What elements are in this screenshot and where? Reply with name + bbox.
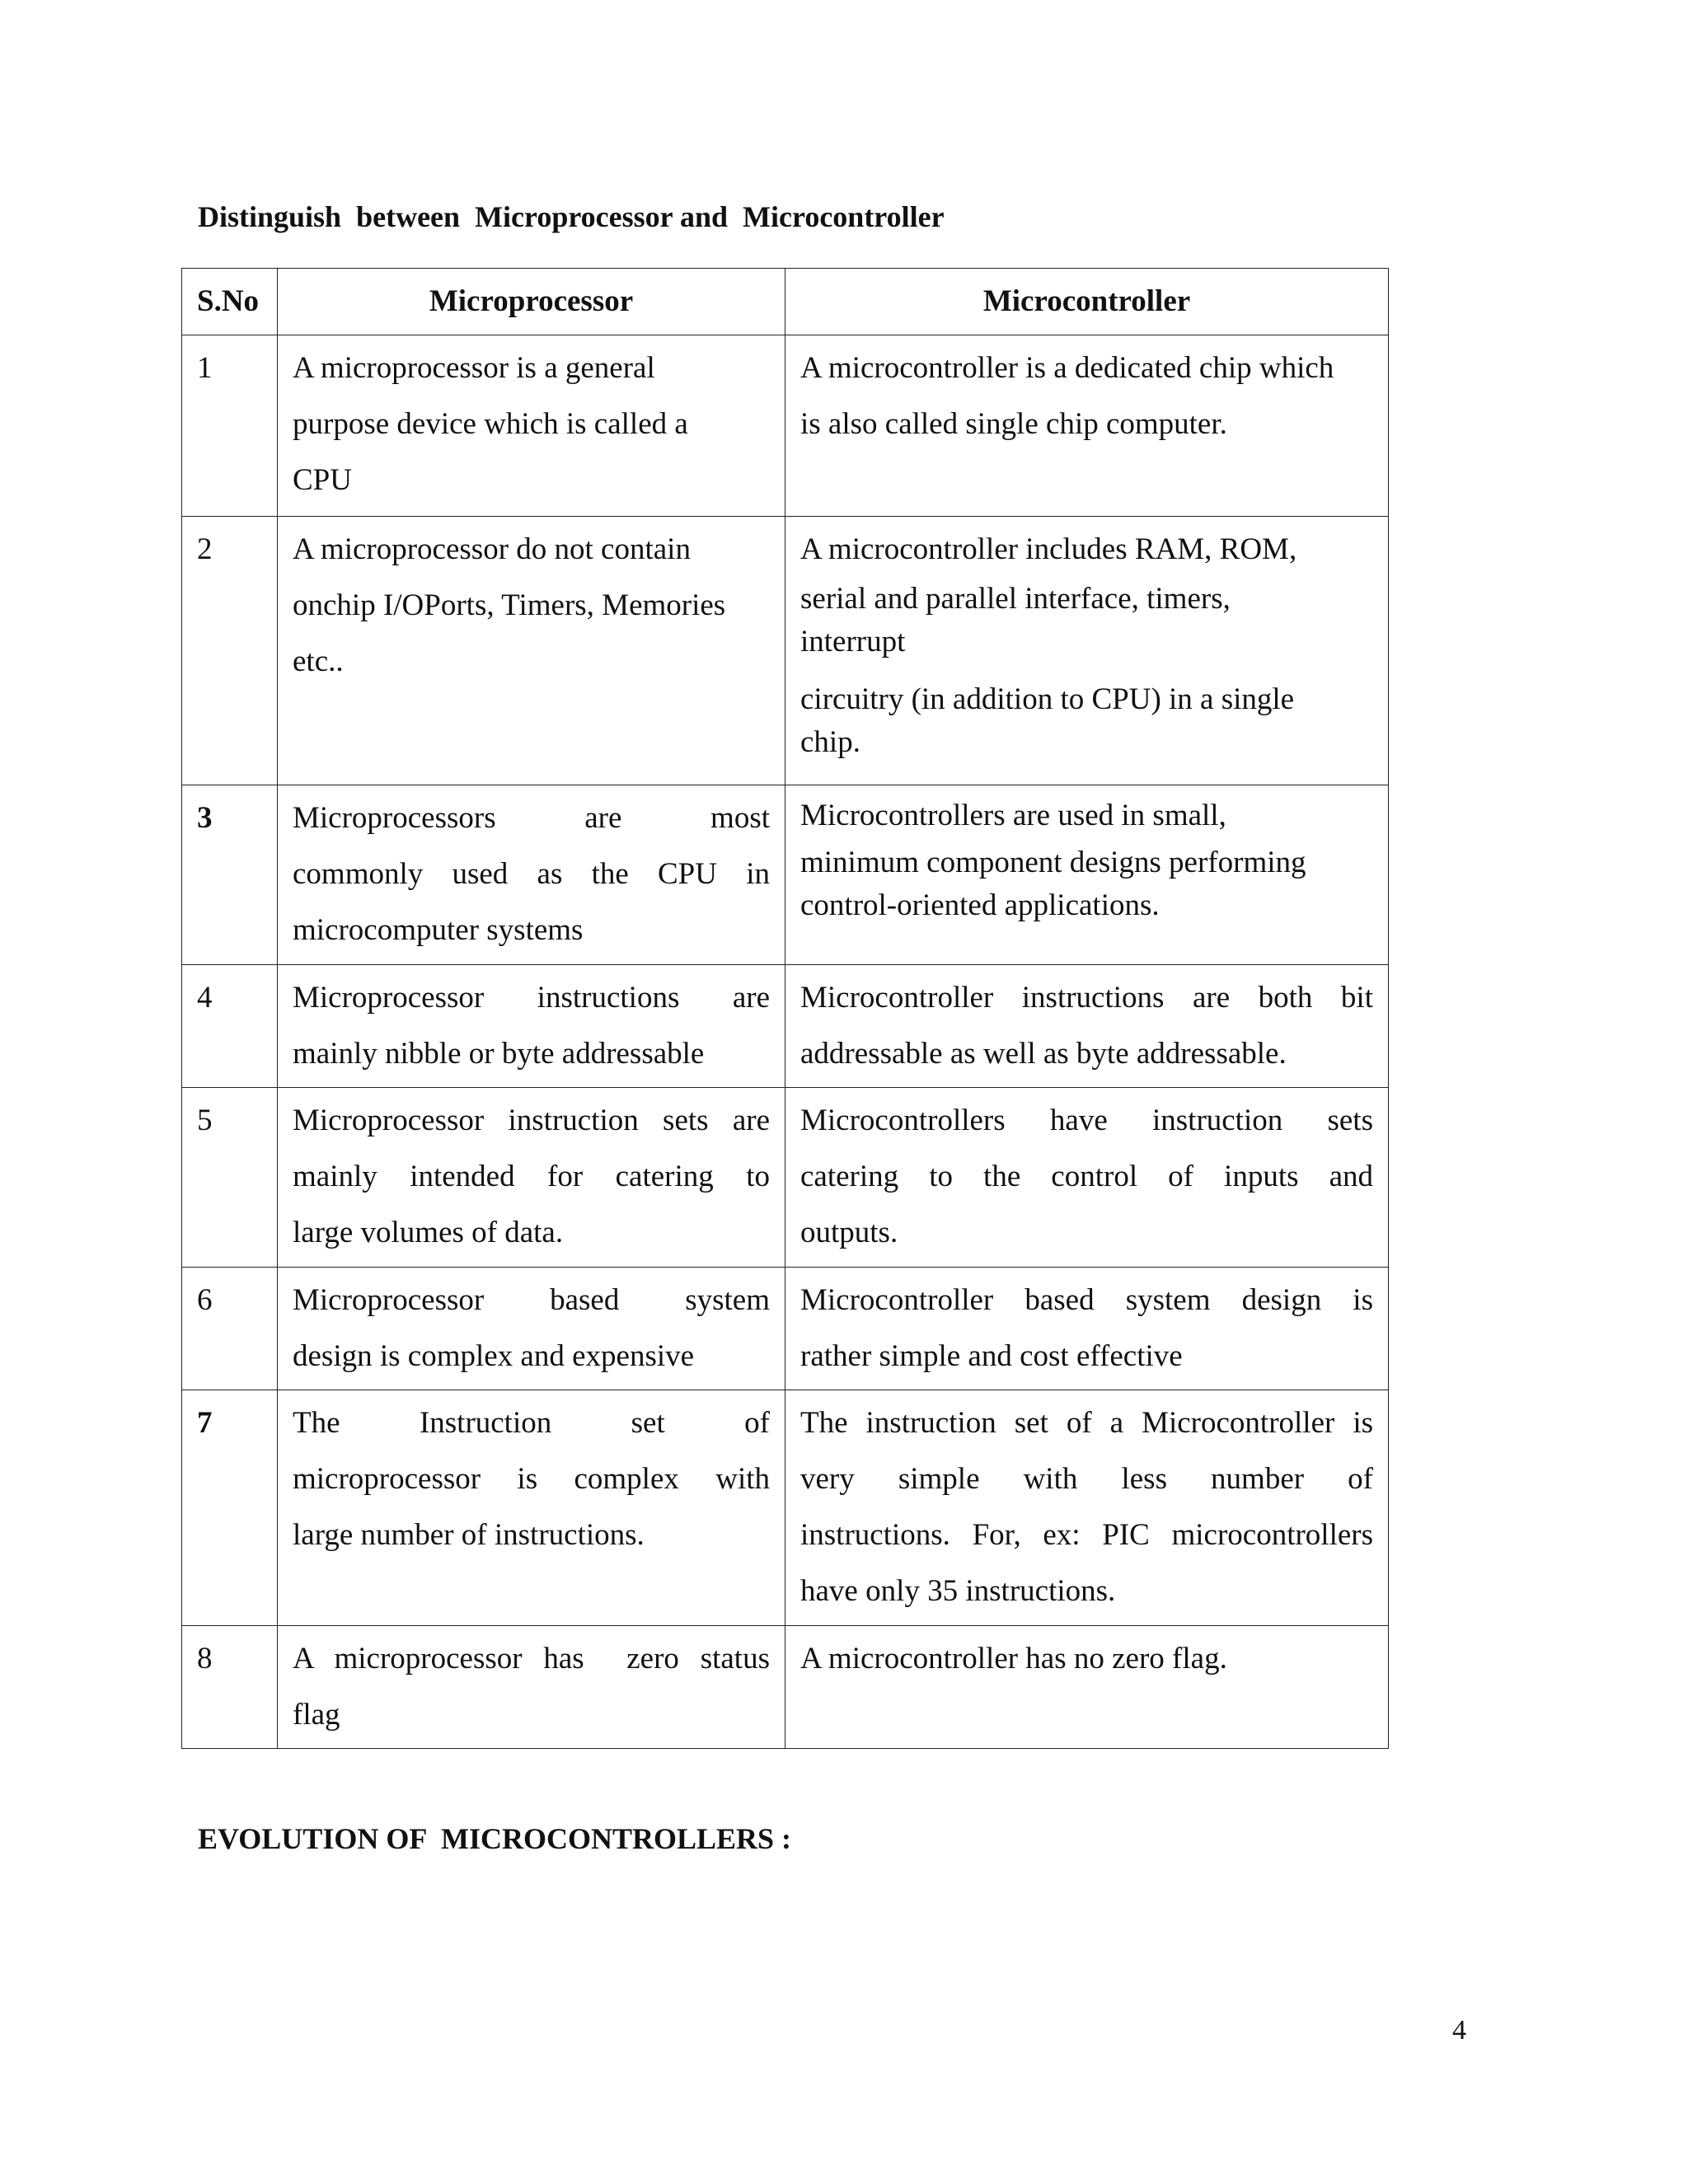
cell-line: Microcontrollers are used in small, (800, 799, 1226, 832)
cell-line: purpose device which is called a (293, 407, 688, 441)
cell-line: onchip I/OPorts, Timers, Memories (293, 588, 726, 622)
cell-line: Microcontroller based system design is (800, 1283, 1373, 1317)
microprocessor-cell (278, 965, 785, 1088)
cell-line: interrupt (800, 625, 906, 658)
cell-line: The instruction set of a Microcontroller is (800, 1406, 1373, 1440)
cell-line: microcomputer systems (293, 913, 584, 947)
cell-line: etc.. (293, 644, 344, 678)
microcontroller-cell (785, 1626, 1389, 1749)
cell-line: mainly nibble or byte addressable (293, 1037, 705, 1071)
microcontroller-cell (785, 785, 1389, 965)
table-row (182, 517, 1389, 785)
row-number: 2 (182, 517, 278, 785)
microprocessor-cell (278, 1390, 785, 1626)
microprocessor-cell (278, 1268, 785, 1390)
page-number: 4 (1452, 2015, 1466, 2046)
microprocessor-cell (278, 335, 785, 517)
cell-line: Microprocessor instructions are (293, 981, 770, 1015)
cell-line: Microcontrollers have instruction sets (800, 1104, 1373, 1137)
row-number: 8 (182, 1626, 278, 1749)
cell-line: catering to the control of inputs and (800, 1160, 1373, 1193)
row-number: 5 (182, 1088, 278, 1268)
cell-line: A microprocessor has zero status (293, 1642, 770, 1675)
cell-line: circuitry (in addition to CPU) in a single (800, 682, 1295, 716)
microcontroller-cell (785, 335, 1389, 517)
table-row (182, 1088, 1389, 1268)
cell-line: outputs. (800, 1216, 898, 1249)
microprocessor-cell (278, 1626, 785, 1749)
cell-line: A microcontroller has no zero flag. (800, 1642, 1227, 1675)
table-header-row (182, 269, 1389, 335)
table-row (182, 965, 1389, 1088)
header-microprocessor: Microprocessor (278, 269, 785, 335)
cell-line: mainly intended for catering to (293, 1160, 770, 1193)
cell-line: serial and parallel interface, timers, (800, 582, 1231, 616)
row-number: 6 (182, 1268, 278, 1390)
cell-line: minimum component designs performing (800, 846, 1306, 879)
cell-line: very simple with less number of (800, 1462, 1373, 1496)
microcontroller-cell (785, 1268, 1389, 1390)
cell-line: Microcontroller instructions are both bit (800, 981, 1373, 1015)
table-row (182, 1626, 1389, 1749)
row-number: 7 (182, 1390, 278, 1626)
cell-line: Microprocessors are most (293, 801, 770, 835)
microprocessor-cell (278, 1088, 785, 1268)
table-row (182, 1390, 1389, 1626)
microcontroller-cell (785, 1088, 1389, 1268)
cell-line: chip. (800, 725, 860, 759)
cell-line: have only 35 instructions. (800, 1574, 1116, 1608)
cell-line: A microprocessor do not contain (293, 532, 691, 566)
cell-line: instructions. For, ex: PIC microcontrollers (800, 1518, 1373, 1552)
cell-line: Microprocessor based system (293, 1283, 770, 1317)
cell-line: large number of instructions. (293, 1518, 645, 1552)
microprocessor-cell (278, 785, 785, 965)
cell-line: Microprocessor instruction sets are (293, 1104, 770, 1137)
cell-line: A microprocessor is a general (293, 351, 655, 385)
table-row (182, 1268, 1389, 1390)
table-row (182, 335, 1389, 517)
comparison-table (181, 268, 1389, 1749)
cell-line: A microcontroller includes RAM, ROM, (800, 532, 1297, 566)
cell-line: addressable as well as byte addressable. (800, 1037, 1287, 1071)
cell-line: rather simple and cost effective (800, 1339, 1183, 1373)
microcontroller-cell (785, 965, 1389, 1088)
cell-line: flag (293, 1698, 340, 1732)
section-heading: EVOLUTION OF MICROCONTROLLERS : (198, 1822, 792, 1855)
cell-line: control-oriented applications. (800, 888, 1160, 922)
cell-line: is also called single chip computer. (800, 407, 1227, 441)
microprocessor-cell (278, 517, 785, 785)
cell-line: commonly used as the CPU in (293, 857, 770, 891)
microcontroller-cell (785, 1390, 1389, 1626)
microcontroller-cell (785, 517, 1389, 785)
document-title: Distinguish between Microprocessor and Microcontroller (198, 200, 945, 233)
cell-line: CPU (293, 463, 352, 497)
row-number: 4 (182, 965, 278, 1088)
table-row (182, 785, 1389, 965)
header-microcontroller: Microcontroller (785, 269, 1389, 335)
cell-line: design is complex and expensive (293, 1339, 695, 1373)
cell-line: The Instruction set of (293, 1406, 770, 1440)
cell-line: A microcontroller is a dedicated chip which (800, 351, 1334, 385)
row-number: 1 (182, 335, 278, 517)
header-sno: S.No (182, 269, 278, 335)
row-number: 3 (182, 785, 278, 965)
cell-line: large volumes of data. (293, 1216, 564, 1249)
cell-line: microprocessor is complex with (293, 1462, 770, 1496)
